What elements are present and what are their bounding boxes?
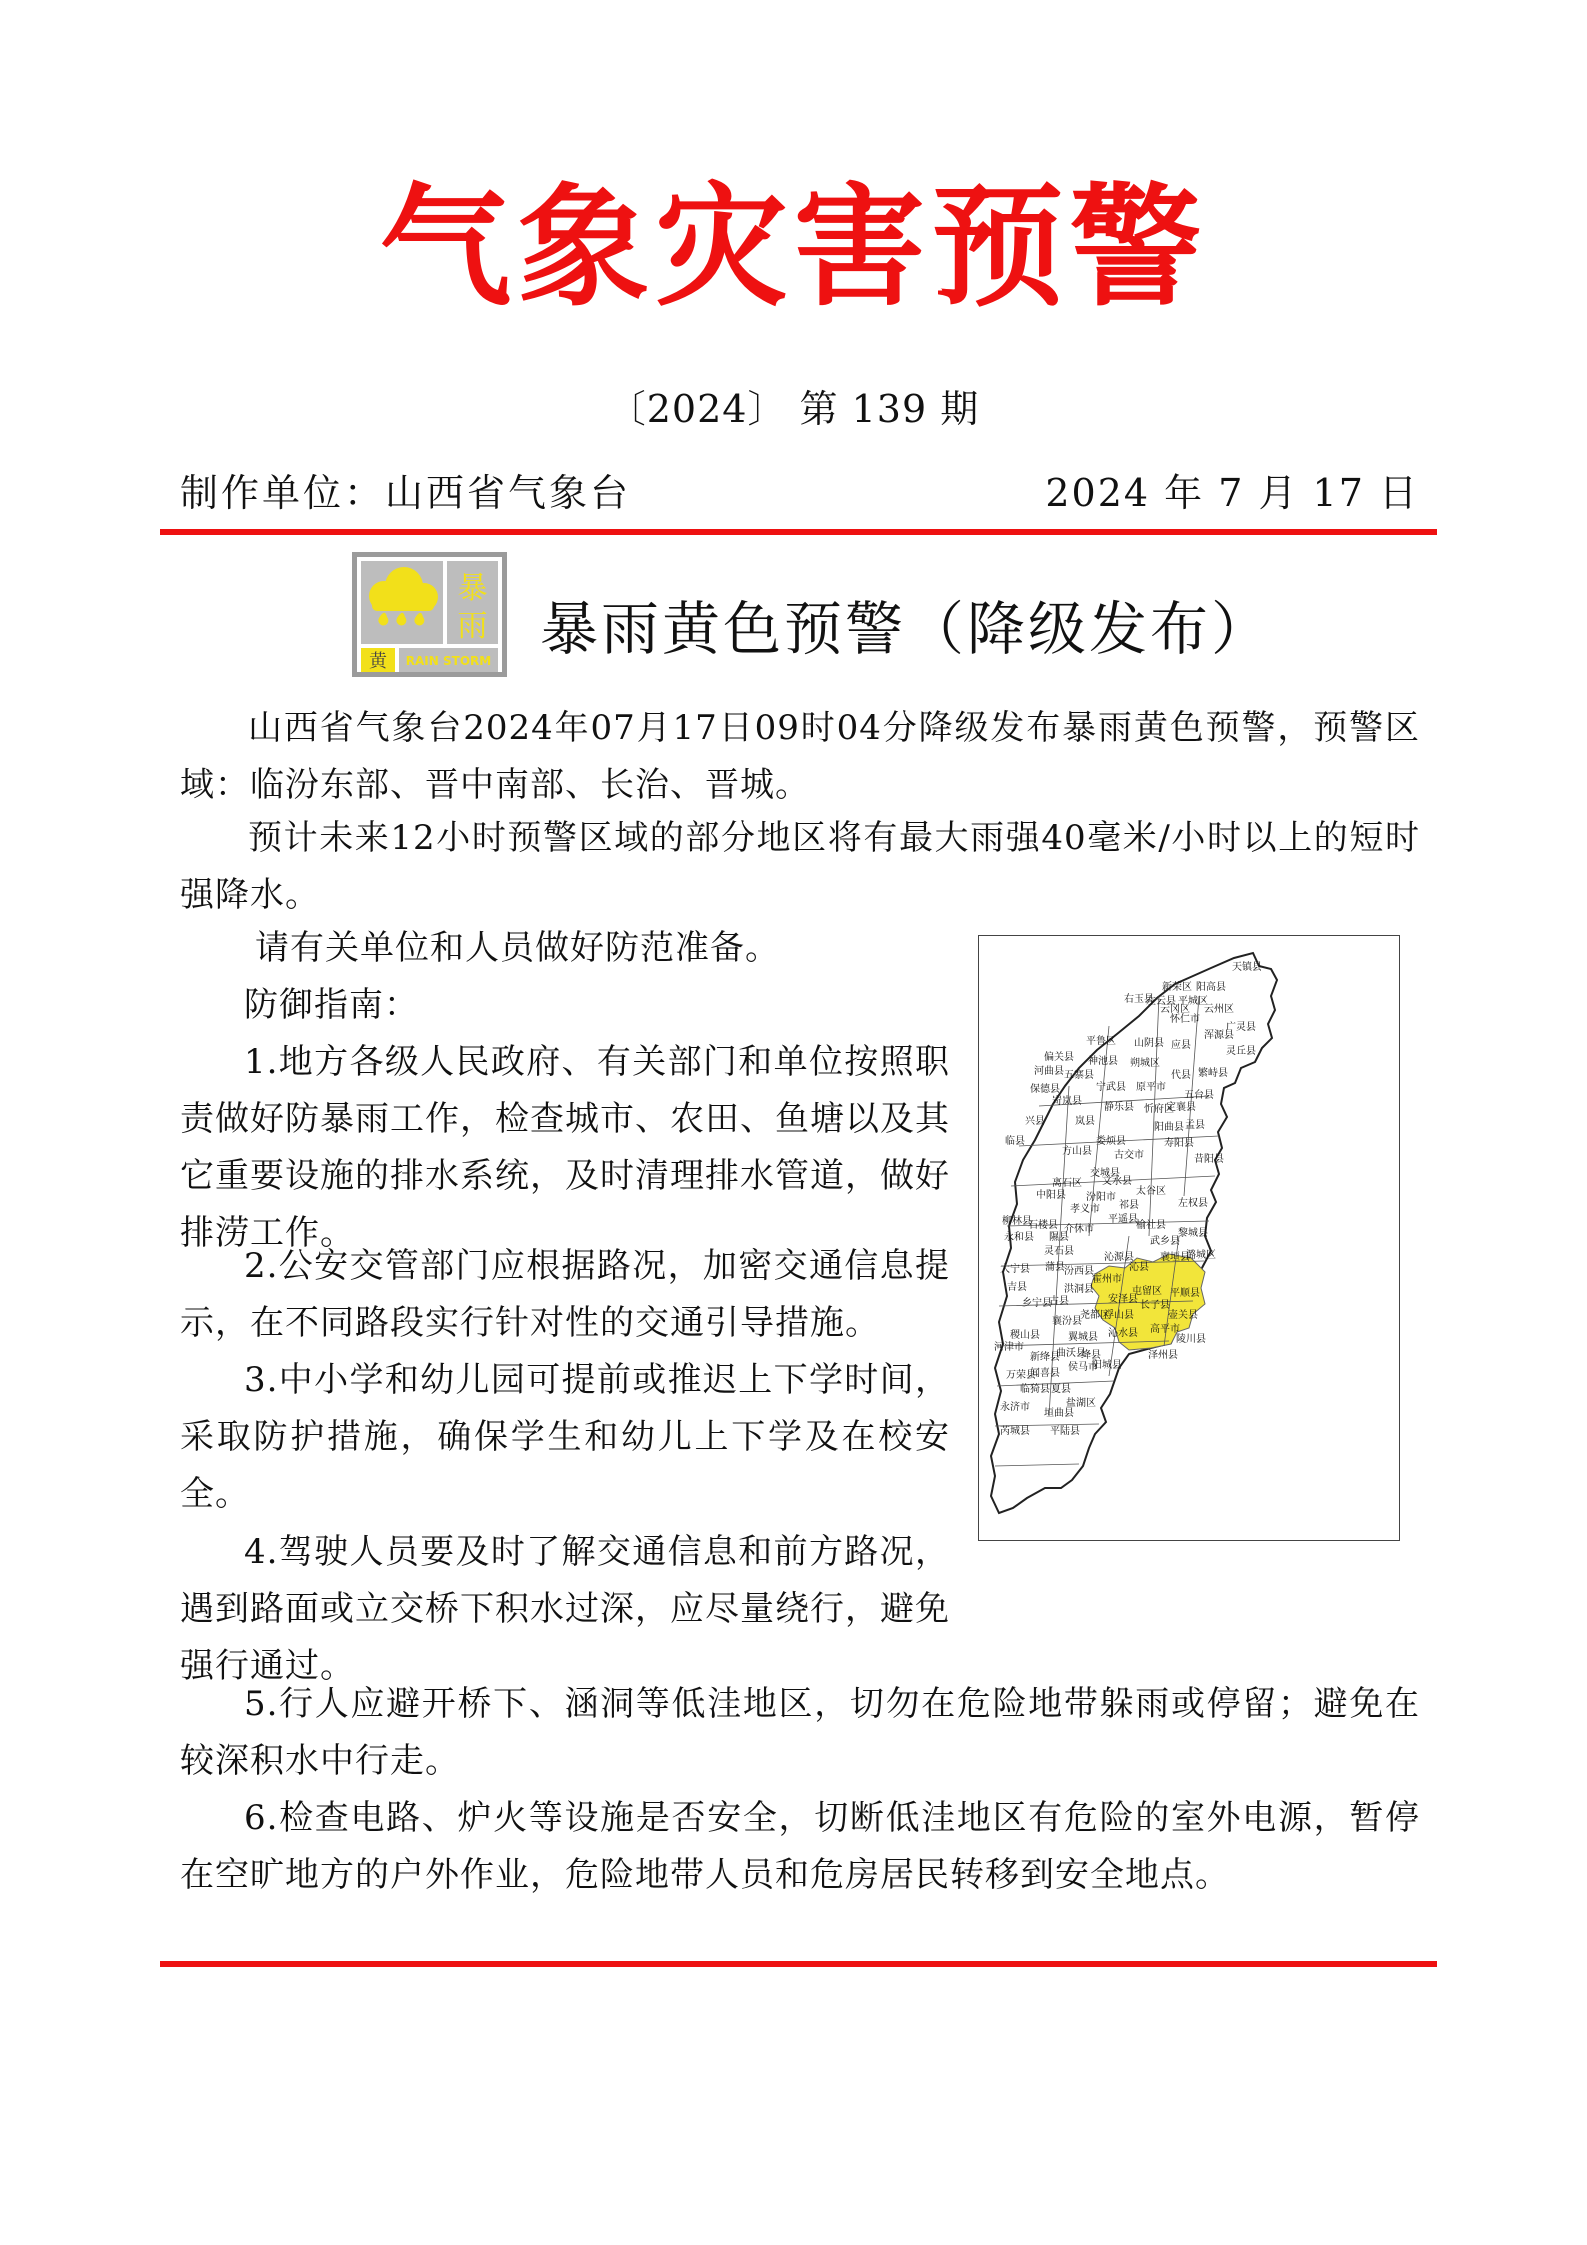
county-label: 沁县 bbox=[1129, 1262, 1149, 1273]
county-label: 曲沃县 bbox=[1056, 1348, 1086, 1359]
county-label: 岚县 bbox=[1075, 1116, 1095, 1127]
county-label: 河津市 bbox=[994, 1342, 1024, 1353]
county-label: 应县 bbox=[1171, 1040, 1191, 1051]
county-label: 平遥县 bbox=[1108, 1214, 1138, 1225]
county-label: 保德县 bbox=[1030, 1084, 1060, 1095]
issuing-org: 制作单位：山西省气象台 bbox=[180, 471, 632, 515]
county-label: 高平市 bbox=[1150, 1324, 1180, 1335]
county-label: 文水县 bbox=[1102, 1176, 1132, 1187]
county-label: 潞城区 bbox=[1186, 1250, 1216, 1261]
county-label: 大宁县 bbox=[1000, 1264, 1030, 1275]
guide-item-5: 5.行人应避开桥下、涵洞等低洼地区，切勿在危险地带躲雨或停留；避免在较深积水中行走。 bbox=[180, 1684, 1420, 1781]
bottom-red-rule bbox=[160, 1961, 1437, 1967]
county-label: 太谷区 bbox=[1136, 1186, 1166, 1197]
county-label: 黎城县 bbox=[1178, 1228, 1208, 1239]
county-label: 祁县 bbox=[1119, 1200, 1139, 1211]
county-label: 偏关县 bbox=[1044, 1052, 1074, 1063]
county-label: 孟县 bbox=[1185, 1120, 1205, 1131]
county-label: 孝义市 bbox=[1070, 1204, 1100, 1215]
county-label: 稷山县 bbox=[1010, 1330, 1040, 1341]
county-label: 云州区 bbox=[1204, 1004, 1234, 1015]
county-label: 古交市 bbox=[1114, 1150, 1144, 1161]
paragraph-forecast: 预计未来12小时预警区域的部分地区将有最大雨强40毫米/小时以上的短时强降水。 bbox=[180, 818, 1420, 915]
county-label: 寿阳县 bbox=[1164, 1138, 1194, 1149]
county-label: 离石区 bbox=[1052, 1178, 1082, 1189]
county-label: 繁峙县 bbox=[1198, 1068, 1228, 1079]
county-label: 屯留区 bbox=[1132, 1286, 1162, 1297]
county-label: 介休市 bbox=[1064, 1224, 1094, 1235]
county-label: 神池县 bbox=[1088, 1056, 1118, 1067]
county-label: 平城区 bbox=[1178, 996, 1208, 1007]
paragraph-prepare: 请有关单位和人员做好防范准备。 bbox=[255, 928, 780, 968]
county-label: 新绛县 bbox=[1030, 1352, 1060, 1363]
county-label: 长子县 bbox=[1140, 1300, 1170, 1311]
county-label: 左云县 bbox=[1146, 996, 1176, 1007]
county-label: 昔阳县 bbox=[1194, 1154, 1224, 1165]
county-label: 岢岚县 bbox=[1052, 1096, 1082, 1107]
county-label: 绛县 bbox=[1081, 1350, 1101, 1361]
county-label: 柳林县 bbox=[1002, 1216, 1032, 1227]
warning-area-map bbox=[978, 935, 1400, 1541]
guide-item-4: 4.驾驶人员要及时了解交通信息和前方路况，遇到路面或立交桥下积水过深，应尽量绕行，避免强行通过。 bbox=[180, 1532, 950, 1686]
county-label: 万荣县 bbox=[1006, 1370, 1036, 1381]
county-label: 吉县 bbox=[1007, 1282, 1027, 1293]
issue-date: 2024 年 7 月 17 日 bbox=[1045, 471, 1419, 515]
county-label: 石楼县 bbox=[1028, 1220, 1058, 1231]
county-label: 平鲁区 bbox=[1086, 1036, 1116, 1047]
shanxi-county-map bbox=[979, 936, 1398, 1539]
county-label: 隰县 bbox=[1049, 1232, 1069, 1243]
county-label: 灵石县 bbox=[1044, 1246, 1074, 1257]
icon-english-label: RAIN STORM bbox=[405, 654, 492, 668]
county-label: 云冈区 bbox=[1160, 1004, 1190, 1015]
county-label: 临县 bbox=[1005, 1136, 1025, 1147]
county-label: 襄垣县 bbox=[1160, 1252, 1190, 1263]
county-label: 尧都区 bbox=[1080, 1310, 1110, 1321]
county-label: 阳高县 bbox=[1196, 982, 1226, 993]
county-label: 安泽县 bbox=[1108, 1294, 1138, 1305]
paragraph-intro: 山西省气象台2024年07月17日09时04分降级发布暴雨黄色预警，预警区域：临汾东部、晋中南部、长治、晋城。 bbox=[180, 708, 1420, 805]
county-label: 广灵县 bbox=[1226, 1022, 1256, 1033]
county-label: 原平市 bbox=[1136, 1082, 1166, 1093]
county-label: 临猗县 bbox=[1020, 1384, 1050, 1395]
county-label: 山阴县 bbox=[1134, 1038, 1164, 1049]
document-title: 气象灾害预警 bbox=[379, 171, 1208, 325]
county-label: 右玉县 bbox=[1124, 994, 1154, 1005]
county-label: 代县 bbox=[1171, 1070, 1191, 1081]
county-label: 永济市 bbox=[1000, 1402, 1030, 1413]
county-label: 夏县 bbox=[1051, 1384, 1071, 1395]
county-label: 武乡县 bbox=[1150, 1236, 1180, 1247]
county-label: 永和县 bbox=[1004, 1232, 1034, 1243]
county-label: 左权县 bbox=[1178, 1198, 1208, 1209]
county-label: 沁源县 bbox=[1104, 1252, 1134, 1263]
county-label: 阳曲县 bbox=[1154, 1122, 1184, 1133]
county-label: 泽州县 bbox=[1148, 1350, 1178, 1361]
guide-item-6: 6.检查电路、炉火等设施是否安全，切断低洼地区有危险的室外电源，暂停在空旷地方的户外作业，危险地带人员和危房居民转移到安全地点。 bbox=[180, 1798, 1420, 1895]
paragraph-guide-heading: 防御指南： bbox=[244, 985, 419, 1025]
county-label: 天镇县 bbox=[1232, 962, 1262, 973]
county-label: 五台县 bbox=[1184, 1090, 1214, 1101]
county-label: 洪洞县 bbox=[1064, 1284, 1094, 1295]
county-label: 闻喜县 bbox=[1030, 1368, 1060, 1379]
county-label: 芮城县 bbox=[1000, 1426, 1030, 1437]
county-label: 交城县 bbox=[1090, 1168, 1120, 1179]
county-label: 新荣区 bbox=[1162, 982, 1192, 993]
county-label: 沁水县 bbox=[1108, 1328, 1138, 1339]
county-label: 河曲县 bbox=[1034, 1066, 1064, 1077]
icon-char-bao: 暴 bbox=[457, 571, 488, 606]
county-label: 盐湖区 bbox=[1066, 1398, 1096, 1409]
county-label: 浮山县 bbox=[1104, 1310, 1134, 1321]
issue-number: 〔2024〕 第 139 期 bbox=[607, 387, 980, 431]
county-label: 怀仁市 bbox=[1170, 1014, 1200, 1025]
county-label: 蒲县 bbox=[1045, 1262, 1065, 1273]
icon-char-yu: 雨 bbox=[457, 609, 488, 644]
county-label: 忻府区 bbox=[1144, 1104, 1174, 1115]
county-label: 兴县 bbox=[1025, 1116, 1045, 1127]
county-label: 乡宁县 bbox=[1022, 1298, 1052, 1309]
county-label: 榆社县 bbox=[1136, 1220, 1166, 1231]
county-label: 中阳县 bbox=[1036, 1190, 1066, 1201]
top-red-rule bbox=[160, 529, 1437, 535]
county-label: 翼城县 bbox=[1068, 1332, 1098, 1343]
warning-title: 暴雨黄色预警（降级发布） bbox=[540, 595, 1273, 663]
county-label: 娄烦县 bbox=[1096, 1136, 1126, 1147]
county-label: 侯马市 bbox=[1068, 1362, 1098, 1373]
guide-item-3: 3.中小学和幼儿园可提前或推迟上下学时间，采取防护措施，确保学生和幼儿上下学及在校安全。 bbox=[180, 1360, 950, 1514]
county-label: 平顺县 bbox=[1170, 1288, 1200, 1299]
guide-item-1: 1.地方各级人民政府、有关部门和单位按照职责做好防暴雨工作，检查城市、农田、鱼塘以及其它重要设施的排水系统，及时清理排水管道，做好排涝工作。 bbox=[180, 1042, 950, 1253]
county-label: 垣曲县 bbox=[1044, 1408, 1074, 1419]
county-label: 襄汾县 bbox=[1052, 1316, 1082, 1327]
county-label: 壶关县 bbox=[1168, 1310, 1198, 1321]
county-label: 方山县 bbox=[1062, 1146, 1092, 1157]
guide-item-2: 2.公安交管部门应根据路况，加密交通信息提示，在不同路段实行针对性的交通引导措施。 bbox=[180, 1246, 950, 1343]
county-label: 定襄县 bbox=[1166, 1102, 1196, 1113]
icon-level-char: 黄 bbox=[369, 651, 387, 672]
county-label: 陵川县 bbox=[1176, 1334, 1206, 1345]
county-label: 宁武县 bbox=[1096, 1082, 1126, 1093]
county-label: 阳城县 bbox=[1092, 1360, 1122, 1371]
county-label: 汾阳市 bbox=[1086, 1192, 1116, 1203]
county-label: 平陆县 bbox=[1050, 1426, 1080, 1437]
county-label: 五寨县 bbox=[1064, 1070, 1094, 1081]
county-label: 静乐县 bbox=[1104, 1102, 1134, 1113]
county-label: 浑源县 bbox=[1204, 1030, 1234, 1041]
rainstorm-yellow-warning-icon bbox=[352, 552, 507, 677]
county-label: 灵丘县 bbox=[1226, 1046, 1256, 1057]
county-label: 古县 bbox=[1049, 1296, 1069, 1307]
county-label: 朔城区 bbox=[1130, 1058, 1160, 1069]
county-label: 霍州市 bbox=[1092, 1274, 1122, 1285]
county-label: 汾西县 bbox=[1064, 1266, 1094, 1277]
